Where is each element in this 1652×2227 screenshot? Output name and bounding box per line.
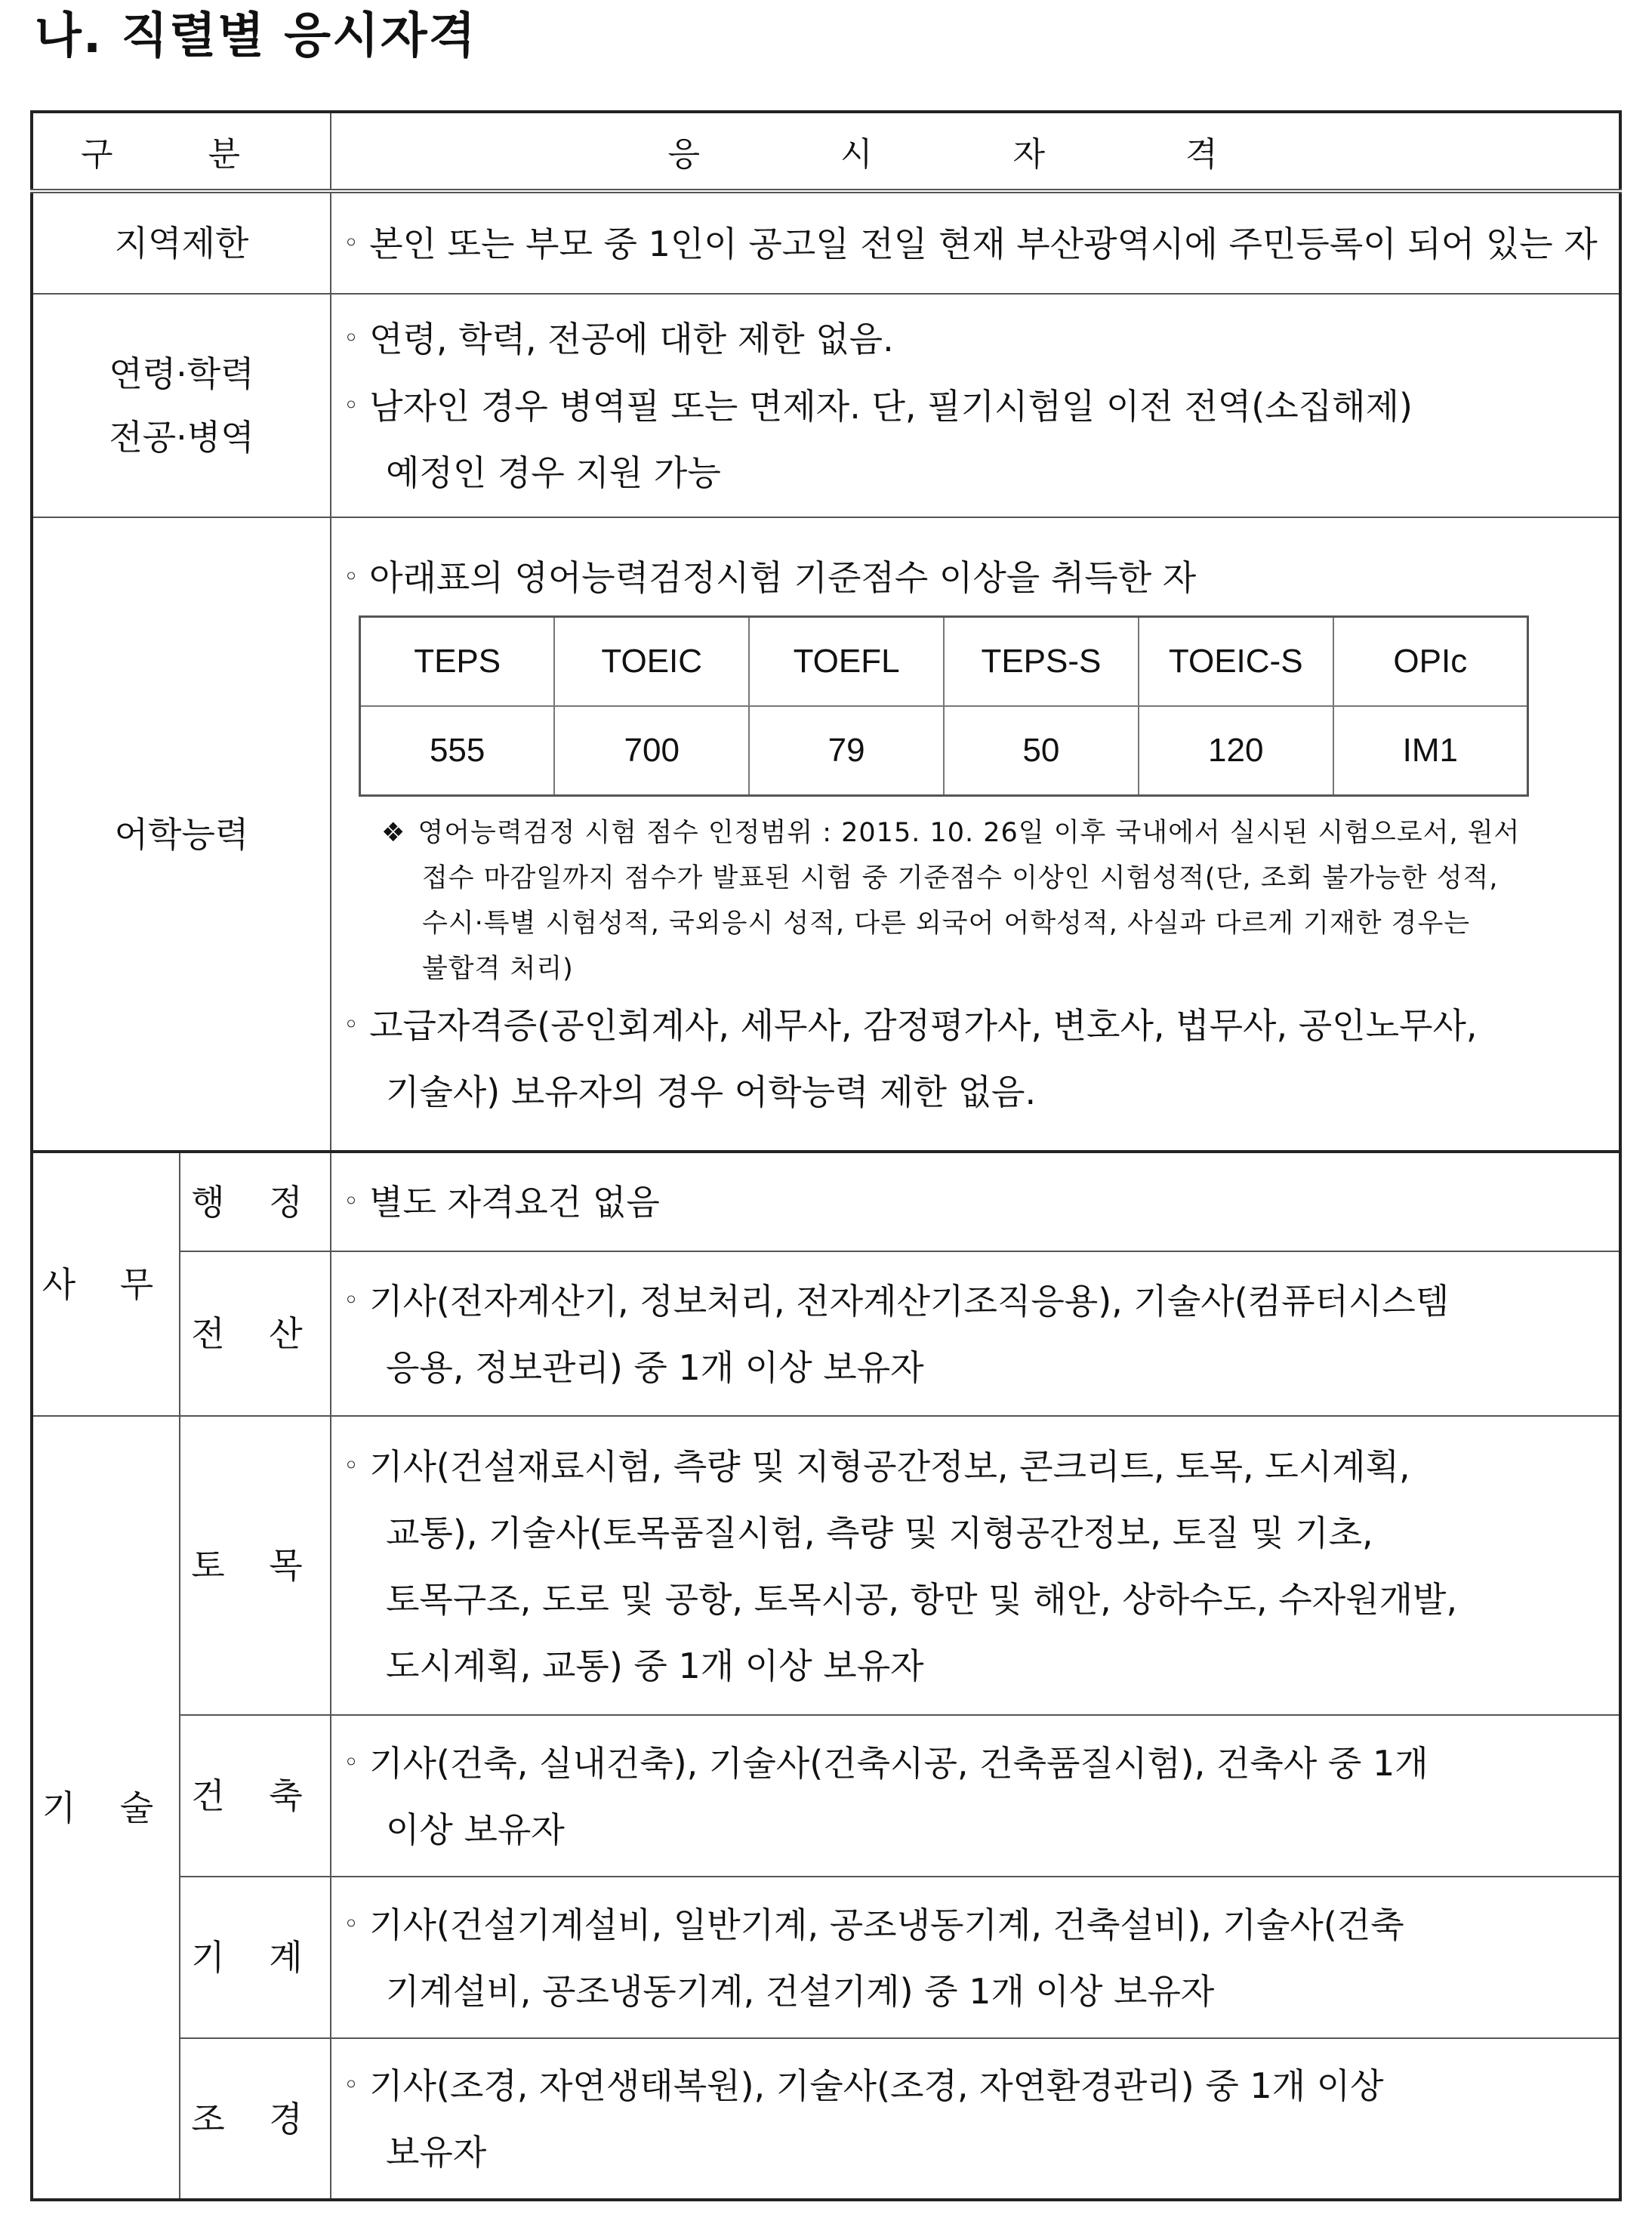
test-score: 700 xyxy=(554,706,749,796)
row-content-age: ◦ 연령, 학력, 전공에 대한 제한 없음. ◦ 남자인 경우 병역필 또는 면제자. 단, 필기시험일 이전 전역(소집해제) 예정인 경우 지원 가능 xyxy=(331,294,1620,517)
page-title: 나. 직렬별 응시자격 xyxy=(35,8,477,64)
table-row-landscape xyxy=(32,2038,1620,2200)
group-label-office: 사 무 xyxy=(32,1152,180,1416)
test-score: IM1 xyxy=(1333,706,1528,796)
bullet-icon: ◦ xyxy=(344,1285,359,1316)
bullet-icon: ◦ xyxy=(344,1450,359,1481)
test-score: 555 xyxy=(360,706,555,796)
bullet-icon: ◦ xyxy=(344,561,359,592)
test-name: TOEIC xyxy=(554,616,749,706)
row-content-landscape: ◦ 기사(조경, 자연생태복원), 기술사(조경, 자연환경관리) 중 1개 이상 보유자 xyxy=(331,2038,1620,2200)
bullet-icon: ◦ xyxy=(344,227,359,258)
test-score: 50 xyxy=(944,706,1139,796)
bullet-icon: ◦ xyxy=(344,1908,359,1939)
qualification-table xyxy=(30,110,1622,2201)
header-qualification: 응 시 자 격 xyxy=(331,112,1620,191)
row-label-admin: 행 정 xyxy=(180,1152,331,1251)
table-row-region xyxy=(32,191,1620,294)
test-name: OPIc xyxy=(1333,616,1528,706)
test-name: TEPS-S xyxy=(944,616,1139,706)
test-name: TEPS xyxy=(360,616,555,706)
language-score-row xyxy=(360,706,1528,796)
bullet-icon: ◦ xyxy=(344,2070,359,2100)
row-content-civil: ◦ 기사(건설재료시험, 측량 및 지형공간정보, 콘크리트, 토목, 도시계획, 교통), 기술사(토목품질시험, 측량 및 지형공간정보, 토질 및 기초, 토목구조, 도로 및 공항, 토목시공, 항만 및 해안, 상하수도, 수자원개발, 도시계획, 교통) 중 1개 이상 보유자 xyxy=(331,1416,1620,1715)
row-content-language: ◦ 아래표의 영어능력검정시험 기준점수 이상을 취득한 자 TEPS TOEIC TOEFL TEPS-S TOEIC-S OPIc 555 700 79 50 120 IM1 ❖ 영어능력검정 시험 점수 인정범위 : 2015. 10. 26일 이후 국내에서 실시된 시험으로서, 원서 접수 마감일까지 점수가 발표된 시험 중 기준점수 이상인 시험성적(단, 조회 불가능한 성적, 수시·특별 시험성적, 국외응시 성적, 다른 외국어 어학성적, 사실과 다르게 기재한 경우는 불합격 처리) ◦ 고급자격증(공인회계사, 세무사, 감정평가사, 변호사, 법무사, 공인노무사, 기술사) 보유자의 경우 어학능력 제한 없음. xyxy=(331,517,1620,1152)
language-score-table xyxy=(359,615,1529,797)
diamond-note-icon: ❖ xyxy=(381,817,406,848)
table-row-admin xyxy=(32,1152,1620,1251)
row-content-mech: ◦ 기사(건설기계설비, 일반기계, 공조냉동기계, 건축설비), 기술사(건축 기계설비, 공조냉동기계, 건설기계) 중 1개 이상 보유자 xyxy=(331,1877,1620,2038)
group-label-tech: 기 술 xyxy=(32,1416,180,2200)
row-content-region: ◦ 본인 또는 부모 중 1인이 공고일 전일 현재 부산광역시에 주민등록이 되어 있는 자 xyxy=(331,191,1620,294)
row-content-arch: ◦ 기사(건축, 실내건축), 기술사(건축시공, 건축품질시험), 건축사 중 1개 이상 보유자 xyxy=(331,1715,1620,1877)
bullet-icon: ◦ xyxy=(344,1186,359,1217)
row-label-region: 지역제한 xyxy=(32,191,331,294)
bullet-icon: ◦ xyxy=(344,390,359,421)
header-category: 구 분 xyxy=(32,112,331,191)
table-row-it xyxy=(32,1251,1620,1416)
bullet-icon: ◦ xyxy=(344,323,359,353)
table-row-mech xyxy=(32,1877,1620,2038)
language-test-row xyxy=(360,616,1528,706)
test-name: TOEFL xyxy=(749,616,944,706)
bullet-icon: ◦ xyxy=(344,1747,359,1778)
row-label-it: 전 산 xyxy=(180,1251,331,1416)
test-score: 120 xyxy=(1139,706,1333,796)
table-row-age xyxy=(32,294,1620,517)
test-name: TOEIC-S xyxy=(1139,616,1333,706)
table-row-language xyxy=(32,517,1620,1152)
row-label-age: 연령·학력 전공·병역 xyxy=(32,294,331,517)
row-content-admin: ◦ 별도 자격요건 없음 xyxy=(331,1152,1620,1251)
row-label-language: 어학능력 xyxy=(32,517,331,1152)
bullet-icon: ◦ xyxy=(344,1009,359,1040)
table-header-row xyxy=(32,112,1620,191)
row-label-landscape: 조 경 xyxy=(180,2038,331,2200)
row-label-mech: 기 계 xyxy=(180,1877,331,2038)
row-content-it: ◦ 기사(전자계산기, 정보처리, 전자계산기조직응용), 기술사(컴퓨터시스템 응용, 정보관리) 중 1개 이상 보유자 xyxy=(331,1251,1620,1416)
score-note: ❖ 영어능력검정 시험 점수 인정범위 : 2015. 10. 26일 이후 국내에서 실시된 시험으로서, 원서 xyxy=(381,817,1521,848)
table-row-civil xyxy=(32,1416,1620,1715)
row-label-civil: 토 목 xyxy=(180,1416,331,1715)
row-label-arch: 건 축 xyxy=(180,1715,331,1877)
test-score: 79 xyxy=(749,706,944,796)
table-row-arch xyxy=(32,1715,1620,1877)
